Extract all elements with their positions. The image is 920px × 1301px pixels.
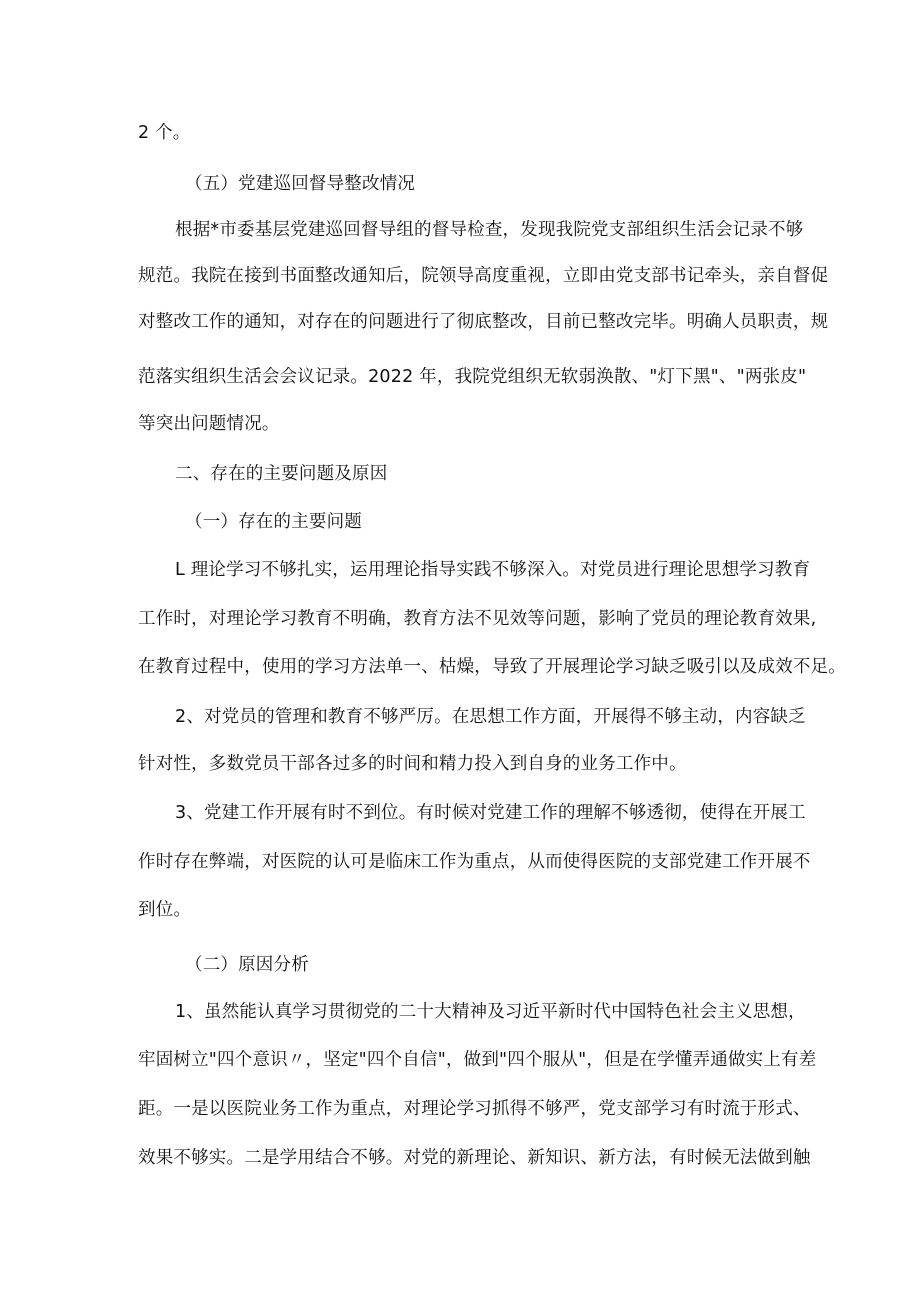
subsection-heading: （一）存在的主要问题	[185, 512, 362, 532]
paragraph-line: 1、虽然能认真学习贯彻党的二十大精神及习近平新时代中国特色社会主义思想，	[175, 1002, 806, 1022]
paragraph-line: 规范。我院在接到书面整改通知后，院领导高度重视，立即由党支部书记牵头，亲自督促	[138, 266, 829, 286]
paragraph-line: 2 个。	[138, 123, 191, 143]
section-heading: （五）党建巡回督导整改情况	[185, 174, 416, 194]
paragraph-line: 到位。	[138, 900, 192, 920]
paragraph-line: 工作时，对理论学习教育不明确，教育方法不见效等问题，影响了党员的理论教育效果,	[138, 609, 817, 629]
paragraph-line: 作时存在弊端，对医院的认可是临床工作为重点，从而使得医院的支部党建工作开展不	[138, 852, 811, 872]
paragraph-line: 根据*市委基层党建巡回督导组的督导检查，发现我院党支部组织生活会记录不够	[175, 220, 804, 240]
paragraph-line: 在教育过程中，使用的学习方法单一、枯燥，导致了开展理论学习缺乏吸引以及成效不足。	[138, 657, 846, 677]
paragraph-line: L 理论学习不够扎实，运用理论指导实践不够深入。对党员进行理论思想学习教育	[175, 560, 811, 580]
paragraph-line: 对整改工作的通知，对存在的问题进行了彻底整改，目前已整改完毕。明确人员职责，规	[138, 312, 829, 332]
subsection-heading: （二）原因分析	[185, 955, 309, 975]
paragraph-line: 牢固树立"四个意识〃，坚定"四个自信"，做到"四个服从"，但是在学懂弄通做实上有差	[138, 1050, 817, 1070]
paragraph-line: 2、对党员的管理和教育不够严厉。在思想工作方面，开展得不够主动，内容缺乏	[175, 707, 806, 727]
paragraph-line: 范落实组织生活会会议记录。2022 年，我院党组织无软弱涣散、"灯下黑"、"两张皮"	[138, 367, 807, 387]
paragraph-line: 3、党建工作开展有时不到位。有时候对党建工作的理解不够透彻，使得在开展工	[175, 803, 806, 823]
paragraph-line: 距。一是以医院业务工作为重点，对理论学习抓得不够严，党支部学习有时流于形式、	[138, 1099, 811, 1119]
paragraph-line: 等突出问题情况。	[138, 414, 280, 434]
paragraph-line: 效果不够实。二是学用结合不够。对党的新理论、新知识、新方法，有时候无法做到触	[138, 1148, 811, 1168]
paragraph-line: 针对性，多数党员干部各过多的时间和精力投入到自身的业务工作中。	[138, 754, 687, 774]
section-heading: 二、存在的主要问题及原因	[175, 464, 388, 484]
